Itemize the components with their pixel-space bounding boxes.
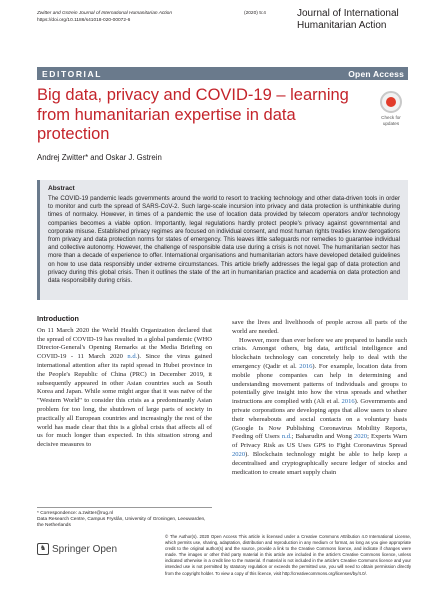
reference-link[interactable]: 2020: [353, 433, 368, 441]
publisher-name: Springer Open: [52, 543, 118, 555]
intro-paragraph-1: On 11 March 2020 the World Health Organization declared that the spread of COVID-19 has resulted in a global pandemic (WHO Director-General's Opening Remarks at the Media Briefing on COVID-19 - 11 March 2020 n.d.). Since the virus gained international attention after its rapid spread in Hubei province in the People's Republic of China (PRC) in December 2019, it subsequently appeared in other Asian countries such as South Korea and Japan. While some might argue that it was naïve of the "Western World" to consider this crisis as a predominantly Asian problem for too long, the shutdown of large parts of society in practically all European countries and increasingly the rest of the world has made clear that this is a global crisis that affects all of us for much longer than expected. In this situation strong and decisive measures to: [37, 326, 212, 449]
introduction-heading: Introduction: [37, 314, 79, 323]
intro-paragraph-1-cont: save the lives and livelihoods of people across all parts of the world are needed.: [232, 319, 407, 335]
reference-link[interactable]: 2016: [299, 362, 313, 370]
license-text: © The Author(s). 2020 Open Access This article is licensed under a Creative Commons Attribution 4.0 International License, which permits use, sharing, adaptation, distribution and reproduction in any medium or format, as long as you give appropriate credit to the original author(s) and the source, provide a link to the Creative Commons licence, and indicate if changes were made. The images or other third party material in this article are included in the article's Creative Commons licence, unless indicated otherwise in a credit line to the material. If material is not included in the article's Creative Commons licence and your intended use is not permitted by statutory regulation or exceeds the permitted use, you will need to obtain permission directly from the copyright holder. To view a copy of this licence, visit http://creativecommons.org/licenses/by/4.0/.: [165, 534, 411, 576]
citation-journal: Journal of International Humanitarian Action: [78, 11, 173, 16]
intro-paragraph-2: However, more than ever before we are prepared to handle such crisis. Amongst others, big data, artificial intelligence and blockchain technology can concretely help to deal with the emergency (Qadir et al. 2016). For example, location data from mobile phone companies can help in determining and understanding movement patterns of individuals and groups to potentially give insight into how the virus spreads and whether instructions are complied with (Ali et al. 2016). Governments and private corporations are developing apps that allow users to share their whereabouts and social contacts on a voluntary basis (Google Is Now Publishing Coronavirus Mobility Reports, Feeding off Users n.d.; Baharudin and Wong 2020; Experts Warn of Privacy Risk as US Uses GPS to Fight Coronavirus Spread 2020). Blockchain technology might be able to help keep a decentralised and cryptographically secure ledger of stocks and medication to create smart supply chain: [232, 336, 407, 476]
publisher-logo[interactable]: [37, 543, 137, 555]
citation-authors: Zwitter and Gstrein: [37, 11, 78, 16]
citation-volume: (2020) 5:4: [244, 11, 266, 16]
check-for-updates-icon: [380, 91, 402, 113]
author-list: Andrej Zwitter* and Oskar J. Gstrein: [37, 153, 162, 162]
abstract-box: [37, 180, 408, 300]
section-label: EDITORIAL: [42, 68, 103, 79]
footnote: [37, 507, 212, 530]
abstract-heading: Abstract: [48, 185, 75, 192]
reference-link[interactable]: n.d.: [127, 353, 138, 361]
doi-link[interactable]: https://doi.org/10.1186/s41018-020-00072-6: [37, 17, 131, 23]
article-title: Big data, privacy and COVID-19 – learning from humanitarian expertise in data protection: [37, 86, 349, 143]
journal-name: Journal of International Humanitarian Action: [297, 8, 399, 31]
check-for-updates-badge[interactable]: [375, 91, 407, 126]
reference-link[interactable]: 2020: [232, 450, 246, 458]
column-left: [37, 315, 212, 450]
reference-link[interactable]: 2016: [341, 398, 355, 406]
correspondence-email[interactable]: * Correspondence: a.zwitter@rug.nl: [37, 511, 114, 516]
reference-link[interactable]: n.d.: [281, 433, 292, 441]
check-for-updates-label: Check for updates: [381, 115, 401, 126]
affiliation: Data Research Centre, Campus Fryslân, University of Groningen, Leeuwarden, the Netherlands: [37, 517, 206, 529]
column-right: [232, 319, 407, 477]
abstract-text: The COVID-19 pandemic leads governments around the world to resort to tracking technology and other data-driven tools in order to monitor and curb the spread of SARS-CoV-2. Such large-scale incursion into privacy and data protection is unthinkable during times of normalcy. However, in times of a pandemic the use of location data provided by telecom operators and/or technology companies becomes a viable option. Importantly, legal regulations hardly protect people's privacy against governmental and corporate misuse. Established privacy regimes are focused on individual consent, and most human rights treaties know derogations from privacy and data protection norms for states of emergency. This leaves little safeguards nor remedies to guarantee individual and collective autonomy. However, the challenge of responsible data use during a crisis is not novel. The humanitarian sector has more than a decade of experience to offer. International organisations and humanitarian actors have developed detailed guidelines on how to use data responsibly under extreme circumstances. This article briefly addresses the legal gap of data protection and privacy during this global crisis. Then it outlines the state of the art in humanitarian practice and academia on data protection and data responsibility during crisis.: [48, 196, 400, 285]
running-header: [37, 11, 237, 25]
open-access-label: Open Access: [348, 68, 404, 79]
section-banner: [37, 67, 408, 80]
springer-horse-icon: ♞: [37, 543, 49, 555]
